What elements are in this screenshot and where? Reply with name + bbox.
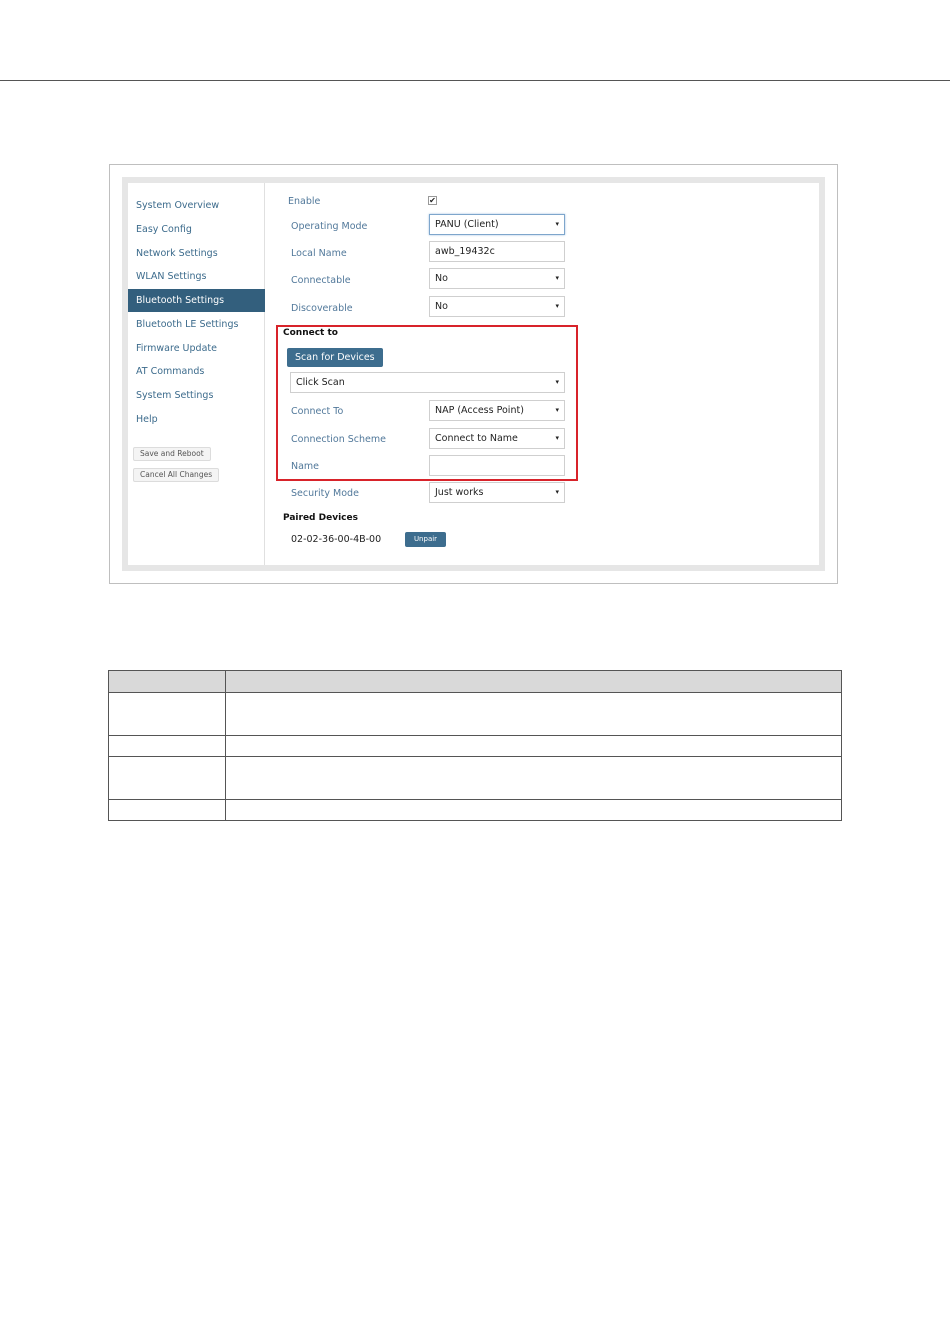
screenshot-figure bbox=[109, 164, 838, 584]
app-window bbox=[122, 177, 825, 571]
table-cell bbox=[226, 800, 842, 821]
sidebar-item-easy-config[interactable]: Easy Config bbox=[136, 224, 192, 235]
table-header-cell bbox=[226, 671, 842, 693]
security-mode-value: Just works bbox=[435, 487, 484, 498]
connection-scheme-select[interactable] bbox=[429, 428, 565, 449]
table-cell bbox=[109, 693, 226, 736]
cancel-all-changes-button[interactable]: Cancel All Changes bbox=[133, 468, 219, 482]
name-input[interactable] bbox=[429, 455, 565, 476]
chevron-down-icon: ▾ bbox=[555, 274, 559, 282]
enable-checkbox[interactable] bbox=[428, 196, 437, 205]
table-row bbox=[109, 693, 842, 736]
chevron-down-icon: ▾ bbox=[555, 406, 559, 414]
operating-mode-value: PANU (Client) bbox=[435, 219, 499, 230]
bluetooth-settings-form bbox=[266, 183, 819, 565]
page-top-rule bbox=[0, 80, 950, 81]
sidebar-item-bluetooth-settings[interactable]: Bluetooth Settings bbox=[128, 289, 265, 312]
connectable-label: Connectable bbox=[291, 275, 351, 286]
connect-to-select[interactable] bbox=[429, 400, 565, 421]
chevron-down-icon: ▾ bbox=[555, 220, 559, 228]
save-and-reboot-button[interactable]: Save and Reboot bbox=[133, 447, 211, 461]
local-name-input[interactable] bbox=[429, 241, 565, 262]
security-mode-select[interactable] bbox=[429, 482, 565, 503]
chevron-down-icon: ▾ bbox=[555, 434, 559, 442]
discoverable-select[interactable] bbox=[429, 296, 565, 317]
operating-mode-select[interactable] bbox=[429, 214, 565, 235]
chevron-down-icon: ▾ bbox=[555, 378, 559, 386]
local-name-label: Local Name bbox=[291, 248, 347, 259]
sidebar-item-network-settings[interactable]: Network Settings bbox=[136, 248, 218, 259]
connection-scheme-value: Connect to Name bbox=[435, 433, 518, 444]
table-cell bbox=[226, 693, 842, 736]
sidebar-item-help[interactable]: Help bbox=[136, 414, 158, 425]
scan-results-select[interactable] bbox=[290, 372, 565, 393]
sidebar-item-system-overview[interactable]: System Overview bbox=[136, 200, 220, 211]
checkmark-icon: ✔ bbox=[429, 196, 436, 205]
connection-scheme-label: Connection Scheme bbox=[291, 434, 386, 445]
app-panel bbox=[128, 183, 819, 565]
table-row bbox=[109, 736, 842, 757]
enable-label: Enable bbox=[288, 196, 321, 207]
table-cell bbox=[226, 757, 842, 800]
sidebar-nav bbox=[128, 183, 265, 565]
discoverable-label: Discoverable bbox=[291, 303, 353, 314]
table-cell bbox=[109, 757, 226, 800]
name-label: Name bbox=[291, 461, 320, 472]
chevron-down-icon: ▾ bbox=[555, 302, 559, 310]
connect-to-value: NAP (Access Point) bbox=[435, 405, 524, 416]
scan-for-devices-button[interactable]: Scan for Devices bbox=[287, 348, 383, 367]
table-header-cell bbox=[109, 671, 226, 693]
unpair-button[interactable]: Unpair bbox=[405, 532, 446, 547]
sidebar-item-at-commands[interactable]: AT Commands bbox=[136, 366, 205, 377]
table-header-row bbox=[109, 671, 842, 693]
local-name-value: awb_19432c bbox=[435, 246, 495, 257]
sidebar-item-wlan-settings[interactable]: WLAN Settings bbox=[136, 271, 207, 282]
sidebar-item-firmware-update[interactable]: Firmware Update bbox=[136, 343, 217, 354]
security-mode-label: Security Mode bbox=[291, 488, 359, 499]
table-row bbox=[109, 757, 842, 800]
scan-results-value: Click Scan bbox=[296, 377, 345, 388]
paired-devices-title: Paired Devices bbox=[283, 513, 358, 523]
table-row bbox=[109, 800, 842, 821]
chevron-down-icon: ▾ bbox=[555, 488, 559, 496]
connect-to-label: Connect To bbox=[291, 406, 344, 417]
operating-mode-label: Operating Mode bbox=[291, 221, 368, 232]
discoverable-value: No bbox=[435, 301, 448, 312]
description-table bbox=[108, 670, 842, 821]
table-cell bbox=[226, 736, 842, 757]
paired-device-address: 02-02-36-00-4B-00 bbox=[291, 534, 382, 545]
connectable-select[interactable] bbox=[429, 268, 565, 289]
table-cell bbox=[109, 736, 226, 757]
table-cell bbox=[109, 800, 226, 821]
sidebar-item-bluetooth-le-settings[interactable]: Bluetooth LE Settings bbox=[136, 319, 239, 330]
connectable-value: No bbox=[435, 273, 448, 284]
connect-to-title: Connect to bbox=[283, 328, 338, 338]
sidebar-item-system-settings[interactable]: System Settings bbox=[136, 390, 214, 401]
